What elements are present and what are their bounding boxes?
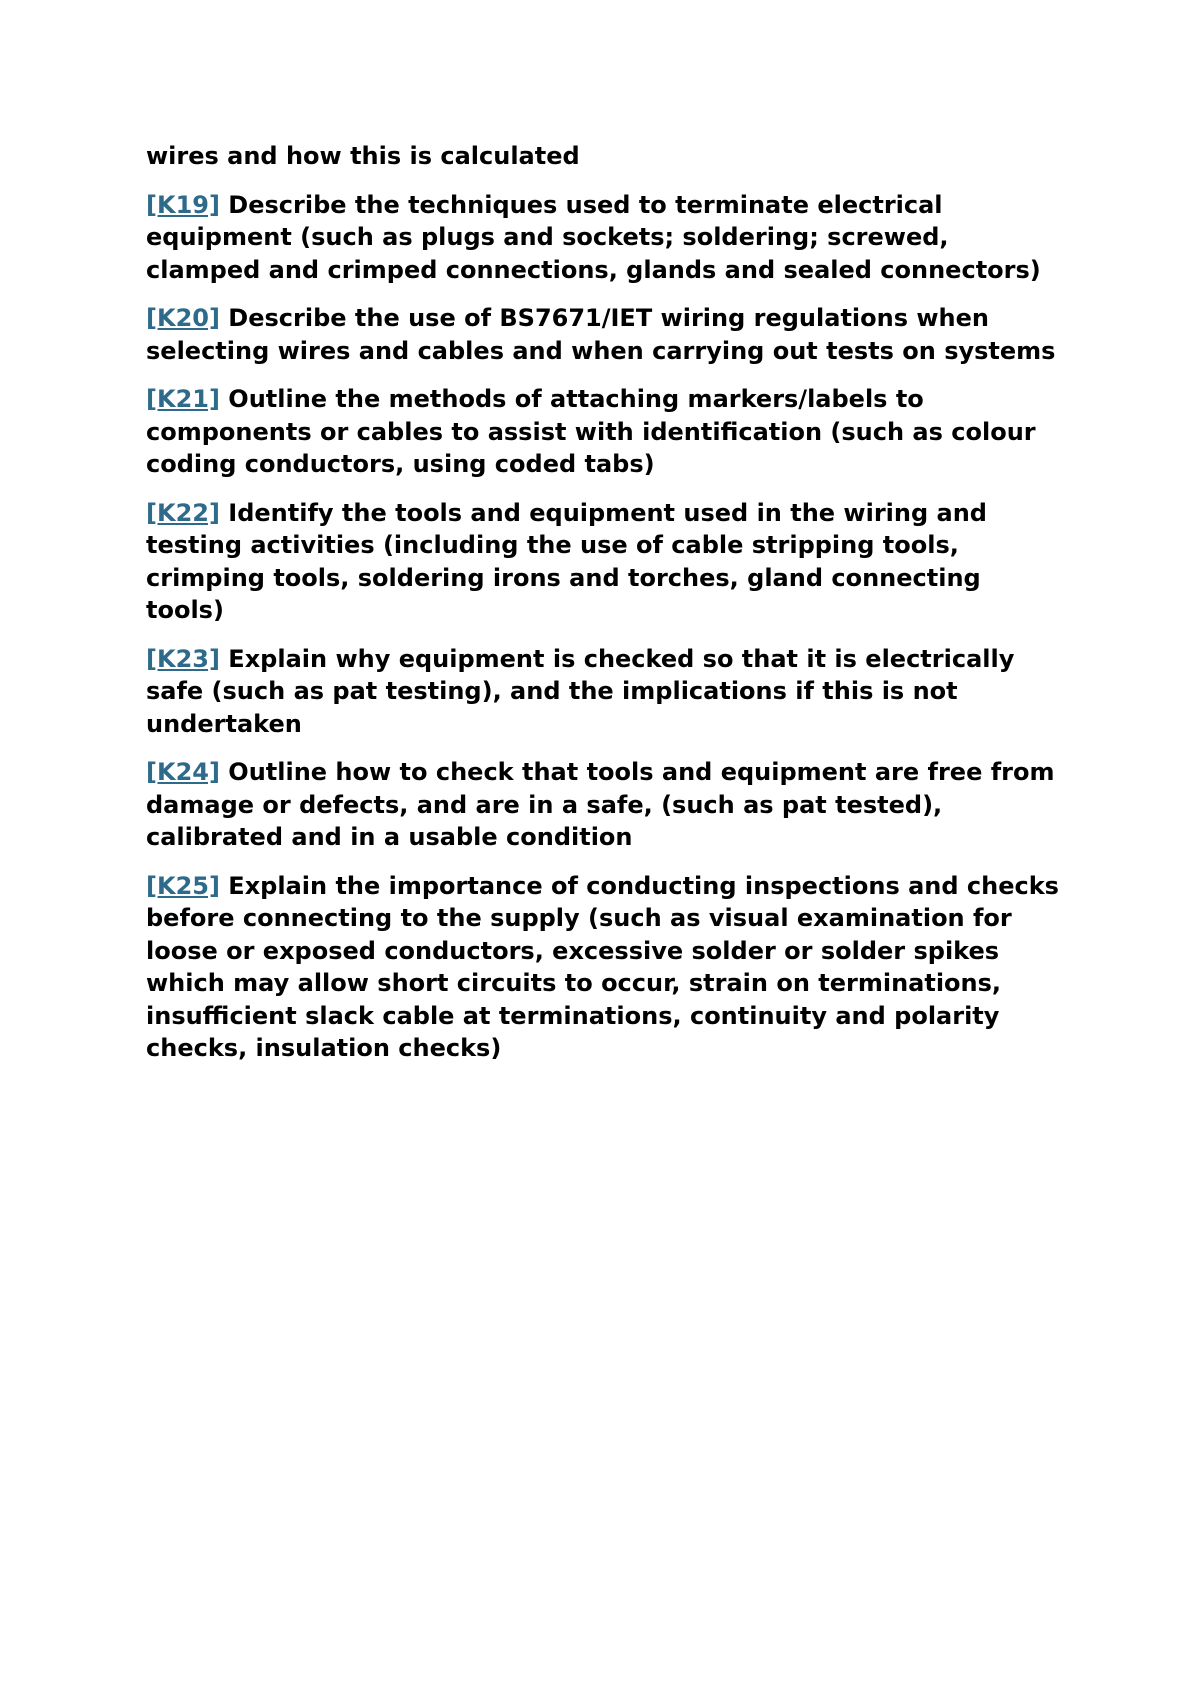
k21-link[interactable]: [K21] bbox=[146, 385, 220, 413]
knowledge-item-k25 bbox=[146, 870, 1066, 1065]
k21-text: Outline the methods of attaching markers/labels to components or cables to assist with identification (such as colour coding conductors, using coded tabs) bbox=[146, 385, 1036, 478]
k19-link[interactable]: [K19] bbox=[146, 190, 220, 219]
k24-text: Outline how to check that tools and equipment are free from damage or defects, and are in a safe, (such as pat tested), calibrated and in a usable condition bbox=[146, 758, 1055, 851]
document-page bbox=[146, 140, 1066, 1081]
k22-text: Identify the tools and equipment used in the wiring and testing activities (including the use of cable stripping tools, crimping tools, soldering irons and torches, gland connecting tools) bbox=[146, 498, 987, 624]
knowledge-item-k22 bbox=[146, 497, 1066, 627]
knowledge-item-k23 bbox=[146, 643, 1066, 741]
k25-link[interactable]: [K25] bbox=[146, 871, 220, 900]
knowledge-item-k21 bbox=[146, 383, 1066, 481]
k25-text: Explain the importance of conducting inspections and checks before connecting to the supply (such as visual examination for loose or exposed conductors, excessive solder or solder spikes which may allow short circuits to occur, strain on terminations, insufficient slack cable at terminations, continuity and polarity checks, insulation checks) bbox=[146, 871, 1059, 1062]
knowledge-item-k20 bbox=[146, 302, 1066, 367]
k20-link[interactable]: [K20] bbox=[146, 304, 220, 332]
k20-text: Describe the use of BS7671/IET wiring regulations when selecting wires and cables and when carrying out tests on systems bbox=[146, 304, 1056, 365]
k23-text: Explain why equipment is checked so that it is electrically safe (such as pat testing), and the implications if this is not undertaken bbox=[146, 644, 1015, 738]
continuation-text: wires and how this is calculated bbox=[146, 142, 580, 170]
k22-link[interactable]: [K22] bbox=[146, 498, 220, 527]
knowledge-item-k24 bbox=[146, 756, 1066, 854]
knowledge-item-k19 bbox=[146, 189, 1066, 287]
k24-link[interactable]: [K24] bbox=[146, 758, 220, 786]
k23-link[interactable]: [K23] bbox=[146, 644, 220, 673]
k19-text: Describe the techniques used to terminate electrical equipment (such as plugs and sockets; soldering; screwed, clamped and crimped connections, glands and sealed connectors) bbox=[146, 190, 1041, 284]
